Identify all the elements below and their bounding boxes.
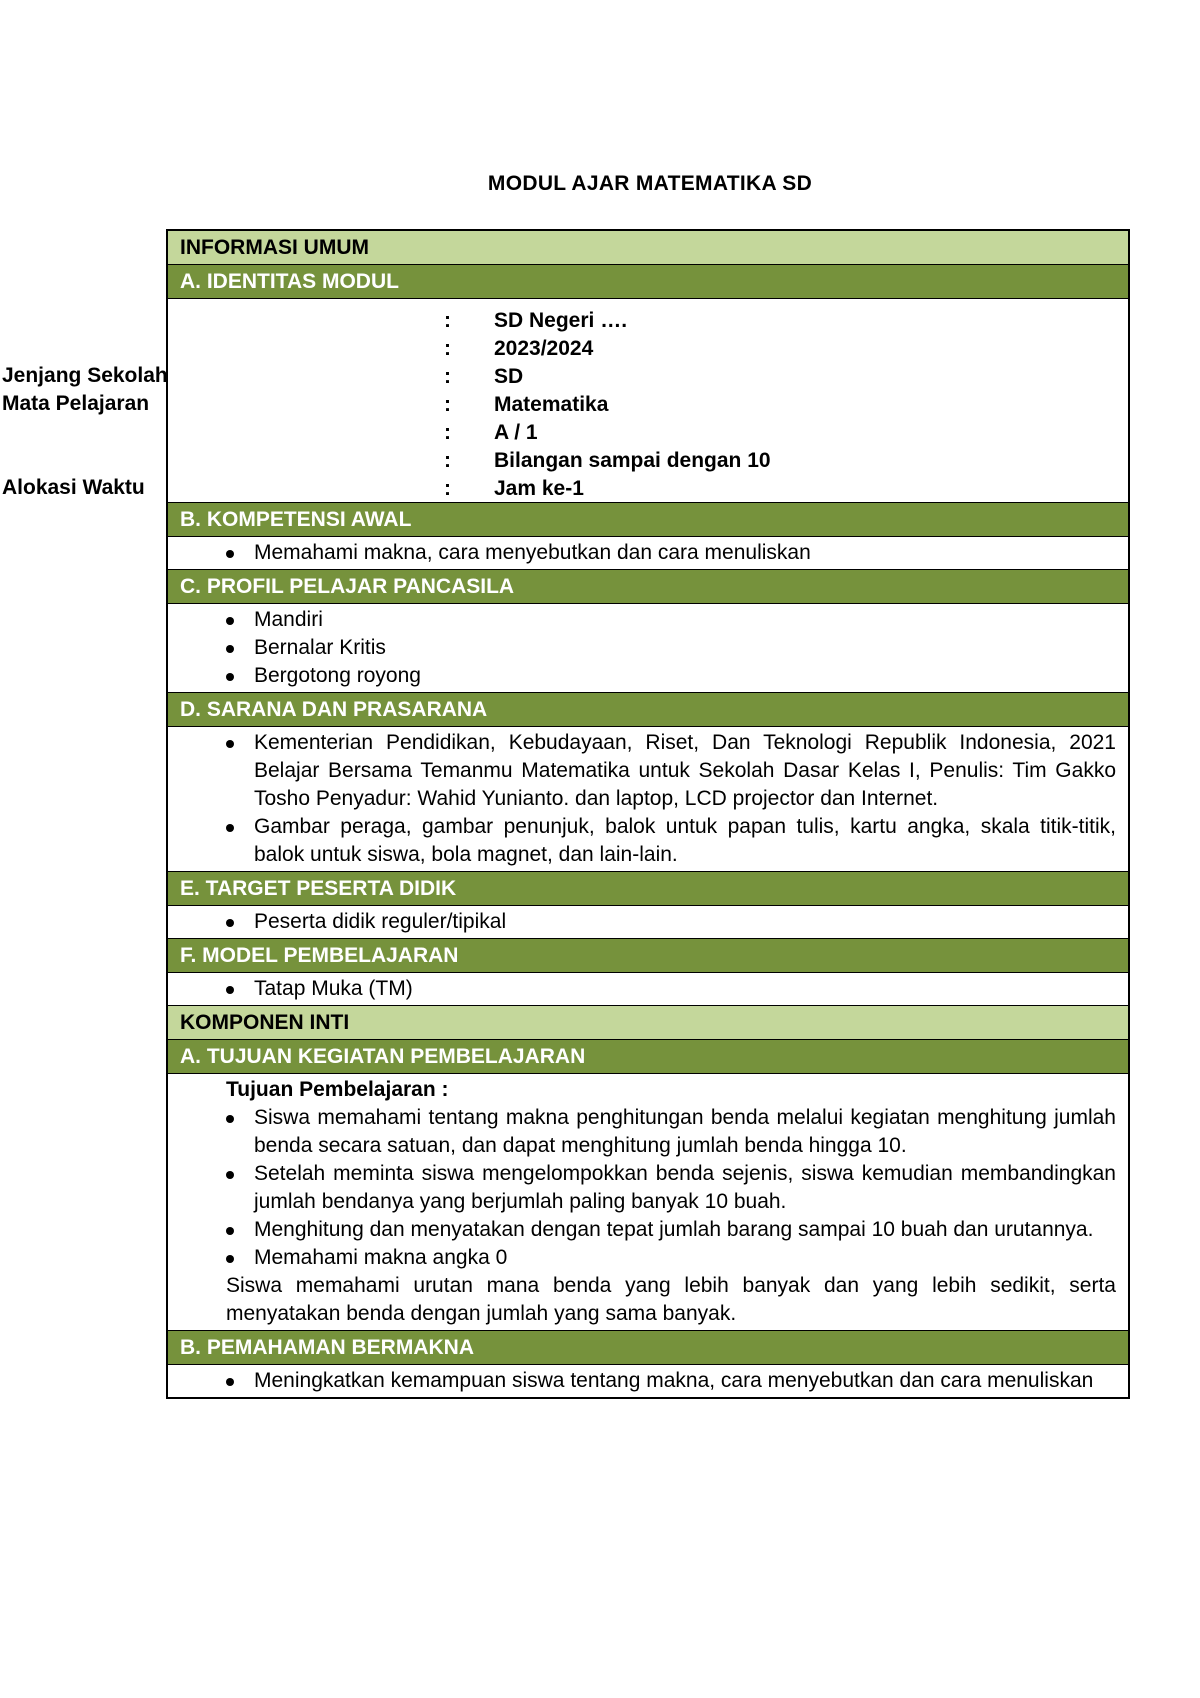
list-item: Kementerian Pendidikan, Kebudayaan, Riset, Dan Teknologi Republik Indonesia, 2021 Belajar Bersama Temanmu Matematika untuk Sekolah Dasar Kelas I, Penulis: Tim Gakko Tosho Penyadur: Wahid Yunianto. dan laptop, LCD projector dan Internet. — [254, 729, 1116, 813]
tujuan-closing: Siswa memahami urutan mana benda yang lebih banyak dan yang lebih sedikit, serta menyatakan benda dengan jumlah yang sama banyak. — [226, 1274, 1116, 1325]
section-komponen-inti: KOMPONEN INTI — [168, 1006, 1128, 1040]
label-mata-pelajaran: Mata Pelajaran — [2, 392, 150, 415]
identitas-value: 2023/2024 — [494, 337, 594, 360]
list-item: Memahami makna, cara menyebutkan dan cara menuliskan — [254, 539, 1116, 567]
sarana-body — [168, 727, 1128, 872]
label-jenjang-sekolah: Jenjang Sekolah — [2, 364, 168, 387]
colon: : — [444, 393, 451, 416]
module-table — [166, 229, 1130, 1399]
section-target-peserta: E. TARGET PESERTA DIDIK — [168, 872, 1128, 906]
identitas-value: Matematika — [494, 393, 609, 416]
model-body — [168, 973, 1128, 1006]
list-item: Setelah meminta siswa mengelompokkan benda sejenis, siswa kemudian membandingkan jumlah bendanya yang berjumlah paling banyak 10 buah. — [254, 1160, 1116, 1216]
section-pemahaman-bermakna: B. PEMAHAMAN BERMAKNA — [168, 1331, 1128, 1365]
identitas-value: SD Negeri …. — [494, 309, 628, 332]
section-sarana-prasarana: D. SARANA DAN PRASARANA — [168, 693, 1128, 727]
section-model-pembelajaran: F. MODEL PEMBELAJARAN — [168, 939, 1128, 973]
colon: : — [444, 421, 451, 444]
list-item: Gambar peraga, gambar penunjuk, balok untuk papan tulis, kartu angka, skala titik-titik, balok untuk siswa, bola magnet, dan lain-lain. — [254, 813, 1116, 869]
list-item: Bernalar Kritis — [254, 634, 1116, 662]
identitas-value: Bilangan sampai dengan 10 — [494, 449, 771, 472]
list-item: Peserta didik reguler/tipikal — [254, 908, 1116, 936]
identitas-value: SD — [494, 365, 524, 388]
document-title: MODUL AJAR MATEMATIKA SD — [487, 172, 813, 195]
list-item: Menghitung dan menyatakan dengan tepat jumlah barang sampai 10 buah dan urutannya. — [254, 1216, 1116, 1244]
section-kompetensi-awal: B. KOMPETENSI AWAL — [168, 503, 1128, 537]
profil-body — [168, 604, 1128, 693]
list-item: Tatap Muka (TM) — [254, 975, 1116, 1003]
section-profil-pelajar: C. PROFIL PELAJAR PANCASILA — [168, 570, 1128, 604]
identitas-block — [168, 299, 1128, 503]
section-informasi-umum: INFORMASI UMUM — [168, 231, 1128, 265]
colon: : — [444, 365, 451, 388]
pemahaman-body — [168, 1365, 1128, 1397]
section-identitas-modul: A. IDENTITAS MODUL — [168, 265, 1128, 299]
label-alokasi-waktu: Alokasi Waktu — [2, 476, 145, 499]
colon: : — [444, 309, 451, 332]
identitas-value: Jam ke-1 — [494, 477, 584, 500]
list-item: Memahami makna angka 0 — [254, 1244, 1116, 1272]
list-item: Meningkatkan kemampuan siswa tentang makna, cara menyebutkan dan cara menuliskan — [254, 1367, 1116, 1395]
identitas-value: A / 1 — [494, 421, 538, 444]
colon: : — [444, 477, 451, 500]
section-tujuan-kegiatan: A. TUJUAN KEGIATAN PEMBELAJARAN — [168, 1040, 1128, 1074]
tujuan-body — [168, 1074, 1128, 1331]
list-item: Siswa memahami tentang makna penghitungan benda melalui kegiatan menghitung jumlah benda secara satuan, dan dapat menghitung jumlah benda hingga 10. — [254, 1104, 1116, 1160]
tujuan-subheading: Tujuan Pembelajaran : — [226, 1078, 449, 1101]
list-item: Bergotong royong — [254, 662, 1116, 690]
colon: : — [444, 449, 451, 472]
list-item: Mandiri — [254, 606, 1116, 634]
colon: : — [444, 337, 451, 360]
target-body — [168, 906, 1128, 939]
kompetensi-awal-body — [168, 537, 1128, 570]
